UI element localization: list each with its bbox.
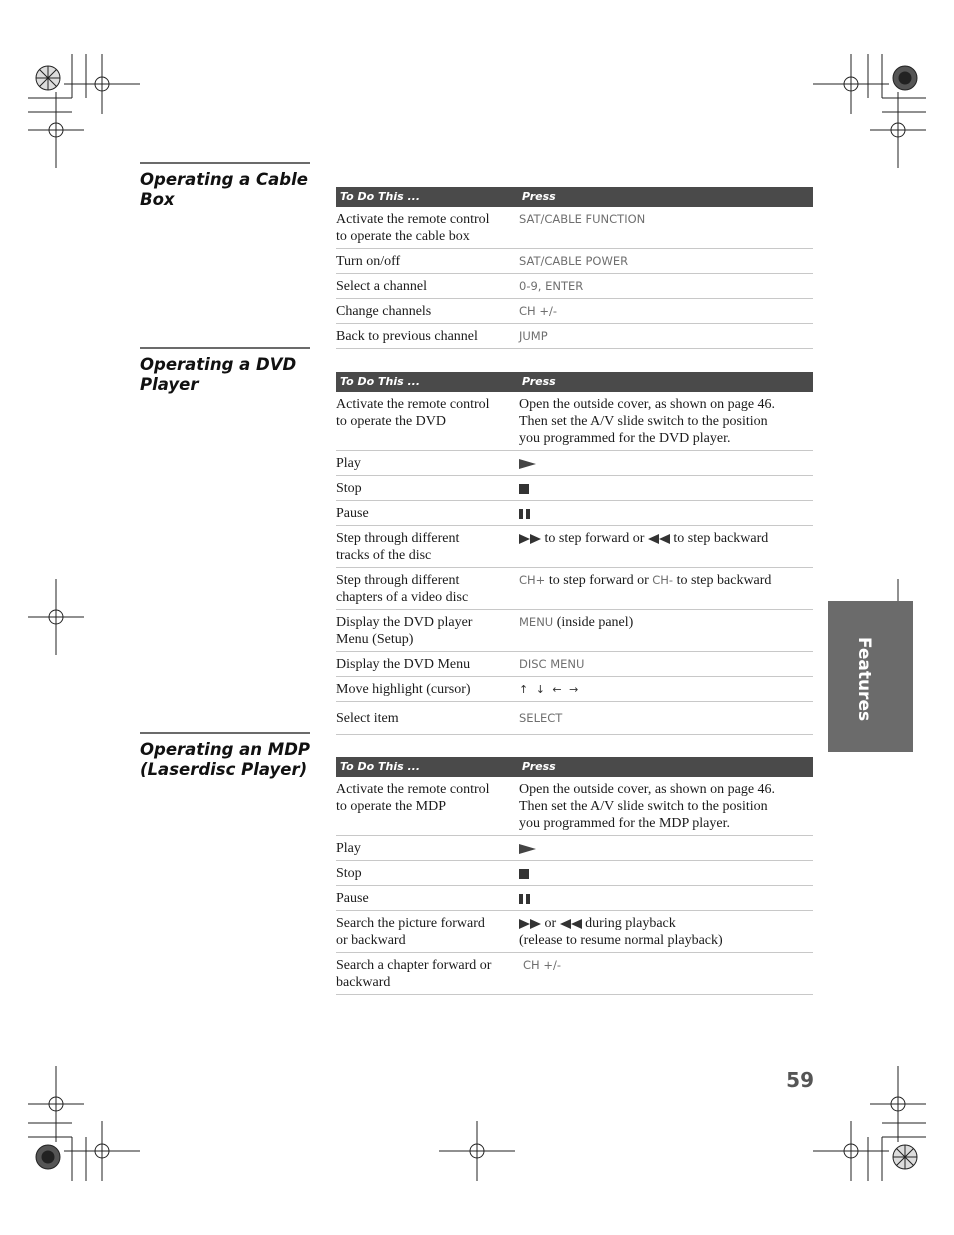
table-row <box>336 568 813 610</box>
mdp-table-header <box>336 757 813 777</box>
press-cell <box>519 652 813 676</box>
rewind-icon <box>648 534 670 544</box>
press-cell <box>519 501 813 525</box>
table-row <box>336 207 813 249</box>
header-to-do: To Do This ... <box>340 190 421 203</box>
press-cell: to step forward or to step backward <box>519 526 813 567</box>
press-cell: CH+ to step forward or CH- to step backward <box>519 573 772 588</box>
press-cell: Open the outside cover, as shown on page 46. Then set the A/V slide switch to the position you programmed for the DVD player. <box>519 397 776 446</box>
button-name: 0-9, ENTER <box>519 279 584 293</box>
action-cell: Pause <box>336 891 369 906</box>
press-cell <box>519 451 813 475</box>
dvd-section-rule <box>140 347 310 349</box>
action-cell: Activate the remote control to operate the DVD <box>336 397 490 429</box>
table-row <box>336 677 813 702</box>
button-name: CH+ <box>519 573 546 587</box>
table-row <box>336 777 813 836</box>
press-cell <box>519 324 813 348</box>
dvd-table-header <box>336 372 813 392</box>
action-cell: Pause <box>336 506 369 521</box>
play-icon <box>519 844 536 854</box>
header-to-do: To Do This ... <box>340 375 421 388</box>
button-name: CH +/- <box>523 958 561 972</box>
action-cell: Turn on/off <box>336 254 401 269</box>
fast-forward-icon <box>519 919 541 929</box>
pause-icon <box>519 509 530 519</box>
action-cell: Step through different tracks of the disc <box>336 531 460 563</box>
header-to-do: To Do This ... <box>340 760 421 773</box>
dvd-title-line1: Operating a DVD <box>140 355 297 374</box>
cable-table-header <box>336 187 813 207</box>
cable-title-line2: Box <box>140 190 175 209</box>
table-row <box>336 249 813 274</box>
table-row <box>336 953 813 995</box>
button-name: DISC MENU <box>519 657 585 671</box>
header-press: Press <box>522 760 556 773</box>
header-press: Press <box>522 375 556 388</box>
dvd-table <box>336 372 813 735</box>
cable-section-rule <box>140 162 310 164</box>
action-cell: Activate the remote control to operate the MDP <box>336 782 490 814</box>
action-cell: Display the DVD player Menu (Setup) <box>336 615 473 647</box>
button-name: CH- <box>652 573 674 587</box>
dvd-section-title <box>140 355 315 395</box>
table-row <box>336 886 813 911</box>
press-cell <box>519 207 813 248</box>
dvd-title-line2: Player <box>140 375 199 394</box>
table-row <box>336 861 813 886</box>
cable-section-title <box>140 170 315 210</box>
button-name: JUMP <box>519 329 548 343</box>
press-cell <box>519 953 813 994</box>
action-cell: Move highlight (cursor) <box>336 682 471 697</box>
press-cell: Open the outside cover, as shown on page 46. Then set the A/V slide switch to the position you programmed for the MDP player. <box>519 782 776 831</box>
mdp-title-line2: (Laserdisc Player) <box>140 760 308 779</box>
mdp-section-rule <box>140 732 310 734</box>
action-cell: Select a channel <box>336 279 427 294</box>
header-press: Press <box>522 190 556 203</box>
button-name: SAT/CABLE POWER <box>519 254 629 268</box>
table-row <box>336 610 813 652</box>
arrow-keys-icon: ↑ ↓ ← → <box>519 683 581 696</box>
table-row <box>336 702 813 735</box>
press-cell <box>519 274 813 298</box>
fast-forward-icon <box>519 534 541 544</box>
action-cell: Select item <box>336 711 399 726</box>
press-cell <box>519 706 813 730</box>
button-name: SELECT <box>519 711 563 725</box>
table-row <box>336 476 813 501</box>
action-cell: Activate the remote control to operate the cable box <box>336 212 490 244</box>
action-cell: Play <box>336 841 361 856</box>
press-cell <box>519 476 813 500</box>
play-icon <box>519 459 536 469</box>
mdp-section-title <box>140 740 315 780</box>
button-name: SAT/CABLE FUNCTION <box>519 212 646 226</box>
table-row <box>336 299 813 324</box>
pause-icon <box>519 894 530 904</box>
press-cell <box>519 249 813 273</box>
table-row <box>336 274 813 299</box>
features-tab-label <box>852 636 876 722</box>
table-row <box>336 451 813 476</box>
table-row <box>336 501 813 526</box>
table-row <box>336 526 813 568</box>
action-cell: Search a chapter forward or backward <box>336 958 492 990</box>
action-cell: Change channels <box>336 304 432 319</box>
press-cell <box>519 861 813 885</box>
rewind-icon <box>560 919 582 929</box>
action-cell: Search the picture forward or backward <box>336 916 485 948</box>
features-tab-text: Features <box>854 636 874 722</box>
table-row <box>336 836 813 861</box>
press-cell: or during playback (release to resume normal playback) <box>519 916 723 948</box>
press-cell: MENU (inside panel) <box>519 615 634 630</box>
table-row <box>336 324 813 349</box>
mdp-table <box>336 757 813 995</box>
action-cell: Play <box>336 456 361 471</box>
action-cell: Stop <box>336 866 362 881</box>
press-cell <box>519 886 813 910</box>
page-number: 59 <box>786 1068 814 1092</box>
mdp-title-line1: Operating an MDP <box>140 740 310 759</box>
cable-title-line1: Operating a Cable <box>140 170 308 189</box>
cable-table <box>336 187 813 349</box>
stop-icon <box>519 484 529 494</box>
button-name: CH +/- <box>519 304 557 318</box>
button-name: MENU <box>519 615 554 629</box>
press-cell <box>519 677 813 701</box>
action-cell: Step through different chapters of a video disc <box>336 573 469 605</box>
table-row <box>336 392 813 451</box>
stop-icon <box>519 869 529 879</box>
table-row <box>336 652 813 677</box>
action-cell: Stop <box>336 481 362 496</box>
press-cell <box>519 836 813 860</box>
action-cell: Back to previous channel <box>336 329 478 344</box>
action-cell: Display the DVD Menu <box>336 657 471 672</box>
press-cell <box>519 299 813 323</box>
table-row <box>336 911 813 953</box>
